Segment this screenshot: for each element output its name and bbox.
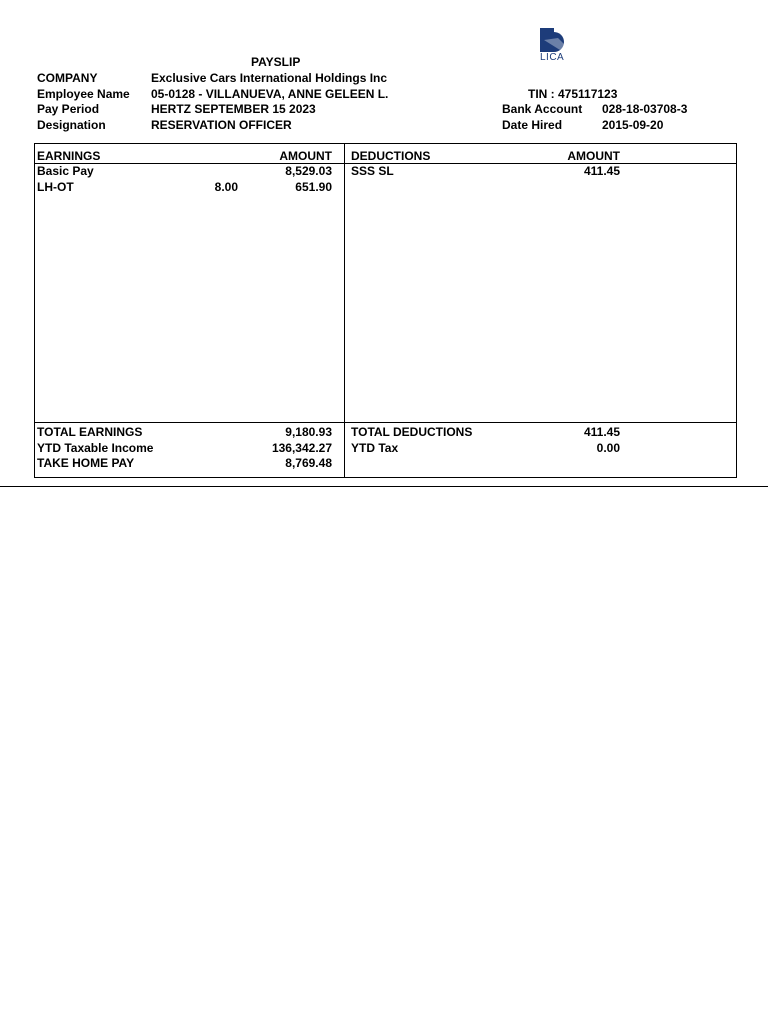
total-deductions-label: TOTAL DEDUCTIONS: [351, 425, 473, 439]
ytd-taxable-income-value: 136,342.27: [271, 441, 332, 455]
total-deductions-value: 411.45: [583, 425, 620, 439]
company-value: Exclusive Cars International Holdings Inc: [151, 71, 388, 85]
tin-value: TIN : 475117123: [528, 87, 618, 101]
column-divider: [344, 143, 345, 478]
employee-label: Employee Name: [37, 87, 130, 101]
logo-text: LICA: [540, 52, 565, 63]
earning-amount: 8,529.03: [285, 164, 332, 178]
designation-value: RESERVATION OFFICER: [151, 118, 292, 132]
ytd-taxable-income-label: YTD Taxable Income: [37, 441, 154, 455]
earning-label: Basic Pay: [37, 164, 94, 178]
earnings-amount-header: AMOUNT: [279, 149, 332, 163]
earnings-header: EARNINGS: [37, 149, 101, 163]
date-hired-label: Date Hired: [502, 118, 563, 132]
pay-period-value: HERTZ SEPTEMBER 15 2023: [151, 102, 316, 116]
employee-value: 05-0128 - VILLANUEVA, ANNE GELEEN L.: [151, 87, 389, 101]
page-separator: [0, 486, 768, 487]
payslip-title: PAYSLIP: [251, 55, 301, 69]
ytd-tax-label: YTD Tax: [351, 441, 399, 455]
earning-label: LH-OT: [37, 180, 74, 194]
deductions-amount-header: AMOUNT: [567, 149, 620, 163]
total-earnings-value: 9,180.93: [285, 425, 332, 439]
designation-label: Designation: [37, 118, 106, 132]
ytd-tax-value: 0.00: [596, 441, 620, 455]
deduction-amount: 411.45: [583, 164, 620, 178]
bank-account-value: 028-18-03708-3: [602, 102, 688, 116]
company-label: COMPANY: [37, 71, 98, 85]
deduction-label: SSS SL: [351, 164, 394, 178]
bank-account-label: Bank Account: [502, 102, 583, 116]
totals-divider: [34, 422, 737, 423]
deductions-header: DEDUCTIONS: [351, 149, 431, 163]
take-home-pay-label: TAKE HOME PAY: [37, 456, 135, 470]
date-hired-value: 2015-09-20: [602, 118, 664, 132]
take-home-pay-value: 8,769.48: [285, 456, 332, 470]
earning-amount: 651.90: [295, 180, 332, 194]
earning-qty: 8.00: [214, 180, 238, 194]
total-earnings-label: TOTAL EARNINGS: [37, 425, 143, 439]
pay-period-label: Pay Period: [37, 102, 100, 116]
